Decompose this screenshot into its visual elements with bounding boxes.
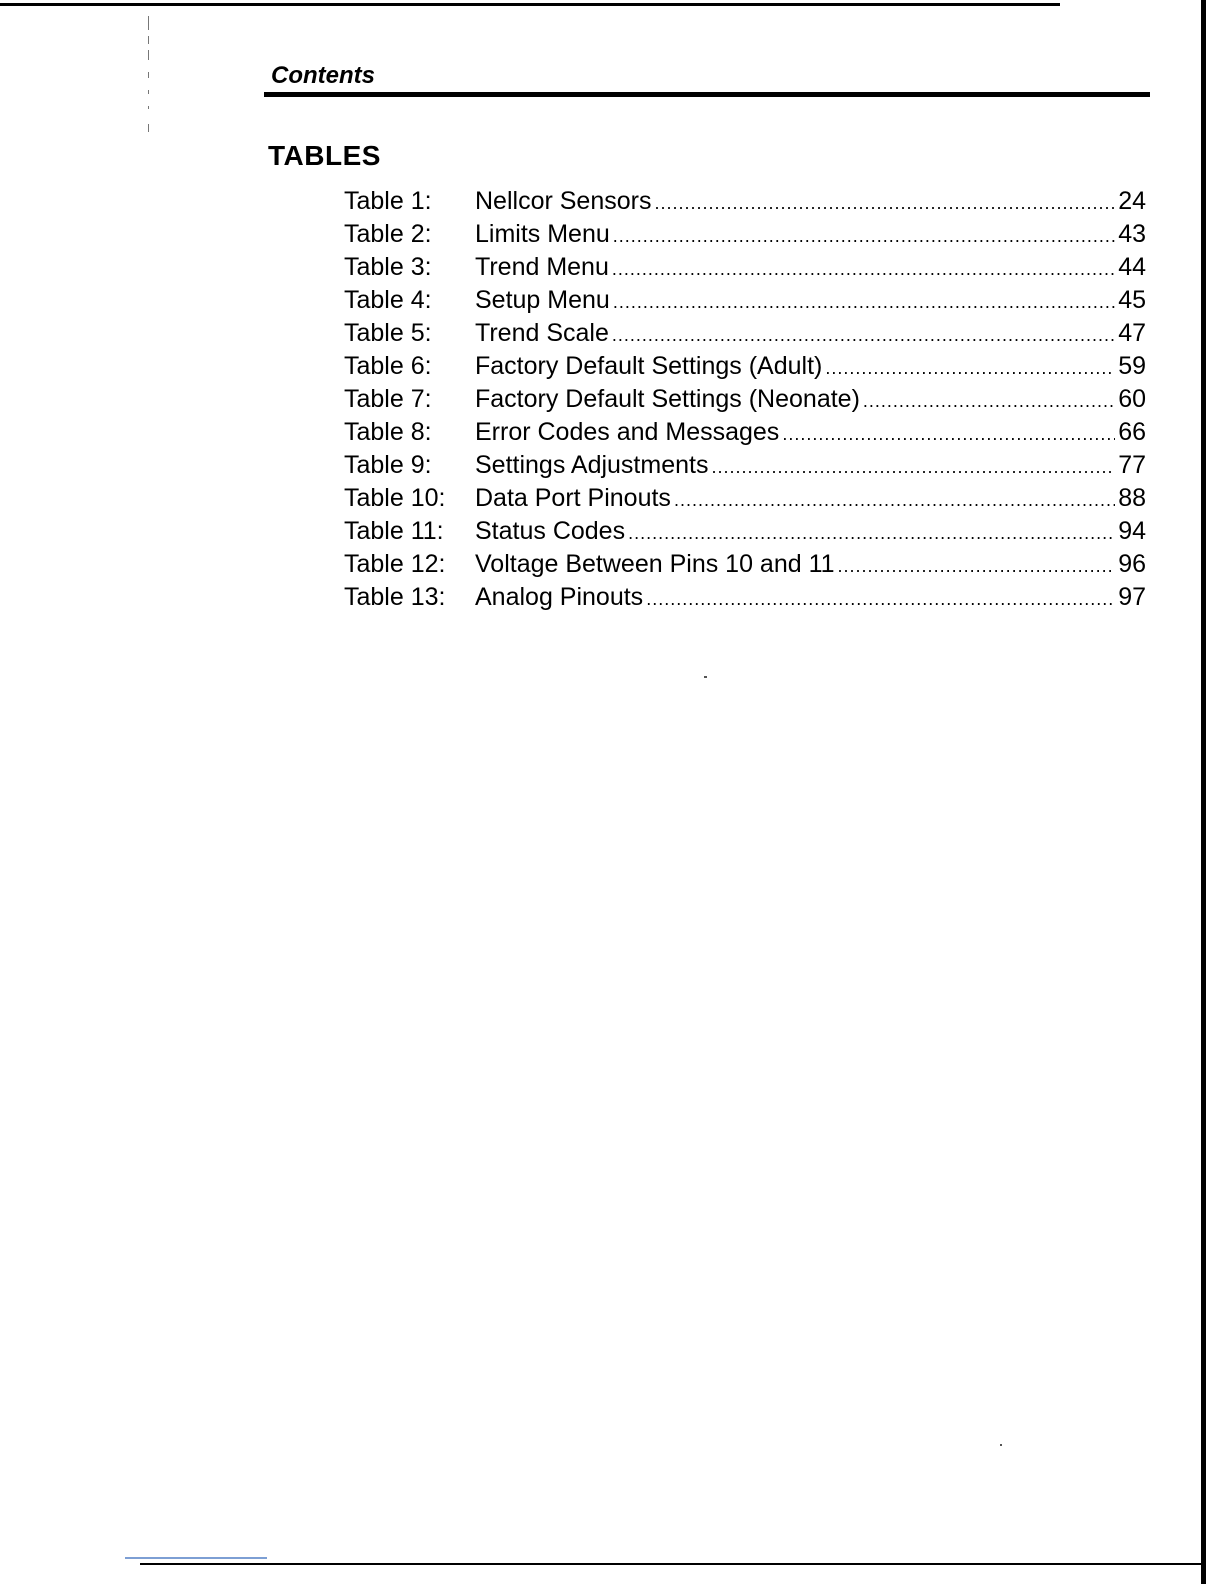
toc-entry-title: Limits Menu [475, 220, 610, 248]
toc-entry-label: Table 3: [344, 253, 432, 281]
toc-entry-page: 60 [1118, 385, 1146, 413]
toc-entry-label: Table 11: [344, 517, 444, 545]
toc-dot-leader [863, 385, 1115, 418]
toc-entry-label: Table 10: [344, 484, 446, 512]
scan-right-border [1201, 0, 1206, 1584]
toc-entry[interactable] [344, 383, 1146, 416]
scan-margin-specks [147, 16, 150, 136]
toc-dot-leader [825, 352, 1115, 385]
toc-entry[interactable] [344, 482, 1146, 515]
page-header [264, 60, 1150, 97]
toc-entry-label: Table 4: [344, 286, 432, 314]
toc-entry-label: Table 12: [344, 550, 446, 578]
toc-entry-label: Table 2: [344, 220, 432, 248]
section-heading: TABLES [268, 140, 381, 171]
toc-entry-label: Table 9: [344, 451, 432, 479]
toc-entry-title: Error Codes and Messages [475, 418, 780, 446]
toc-dot-leader [612, 319, 1115, 352]
toc-entry-page: 88 [1118, 484, 1146, 512]
toc-entry[interactable] [344, 185, 1146, 218]
toc-entry-title: Factory Default Settings (Adult) [475, 352, 823, 380]
toc-entry-page: 45 [1118, 286, 1146, 314]
toc-dot-leader [628, 517, 1115, 550]
toc-entry[interactable] [344, 548, 1146, 581]
toc-entry[interactable] [344, 449, 1146, 482]
page-header-title: Contents [271, 62, 375, 89]
scan-speck [1000, 1444, 1002, 1446]
toc-entry[interactable] [344, 416, 1146, 449]
toc-entry-page: 94 [1118, 517, 1146, 545]
table-of-contents [344, 185, 1146, 614]
toc-entry-title: Factory Default Settings (Neonate) [475, 385, 860, 413]
toc-entry-page: 24 [1118, 187, 1146, 215]
toc-entry-page: 44 [1118, 253, 1146, 281]
toc-dot-leader [654, 187, 1115, 220]
scan-top-border [0, 3, 1060, 6]
toc-entry-page: 47 [1118, 319, 1146, 347]
toc-entry-title: Analog Pinouts [475, 583, 644, 611]
toc-entry-page: 96 [1118, 550, 1146, 578]
toc-entry-label: Table 8: [344, 418, 432, 446]
toc-entry-title: Trend Scale [475, 319, 609, 347]
toc-entry-label: Table 7: [344, 385, 432, 413]
toc-dot-leader [646, 583, 1115, 616]
toc-entry-label: Table 6: [344, 352, 432, 380]
header-rule [264, 92, 1150, 97]
toc-entry-page: 66 [1118, 418, 1146, 446]
toc-dot-leader [711, 451, 1115, 484]
toc-entry[interactable] [344, 581, 1146, 614]
toc-entry-label: Table 13: [344, 583, 446, 611]
toc-dot-leader [838, 550, 1116, 583]
toc-entry[interactable] [344, 284, 1146, 317]
toc-dot-leader [674, 484, 1115, 517]
toc-entry[interactable] [344, 317, 1146, 350]
toc-dot-leader [613, 286, 1115, 319]
toc-entry[interactable] [344, 350, 1146, 383]
toc-dot-leader [613, 220, 1115, 253]
toc-entry-title: Setup Menu [475, 286, 610, 314]
scan-bottom-border [140, 1563, 1206, 1565]
toc-entry-page: 97 [1118, 583, 1146, 611]
toc-dot-leader [612, 253, 1115, 286]
toc-entry[interactable] [344, 515, 1146, 548]
toc-entry-page: 59 [1118, 352, 1146, 380]
toc-entry-page: 77 [1118, 451, 1146, 479]
toc-entry-title: Settings Adjustments [475, 451, 709, 479]
toc-entry-label: Table 5: [344, 319, 432, 347]
toc-entry-title: Data Port Pinouts [475, 484, 671, 512]
toc-entry-title: Nellcor Sensors [475, 187, 652, 215]
toc-entry-title: Voltage Between Pins 10 and 11 [475, 550, 835, 578]
toc-entry-label: Table 1: [344, 187, 432, 215]
toc-entry[interactable] [344, 251, 1146, 284]
scan-speck [704, 676, 707, 678]
toc-entry[interactable] [344, 218, 1146, 251]
toc-entry-page: 43 [1118, 220, 1146, 248]
toc-entry-title: Trend Menu [475, 253, 609, 281]
toc-dot-leader [782, 418, 1115, 451]
toc-entry-title: Status Codes [475, 517, 626, 545]
scan-bottom-mark [125, 1557, 267, 1559]
